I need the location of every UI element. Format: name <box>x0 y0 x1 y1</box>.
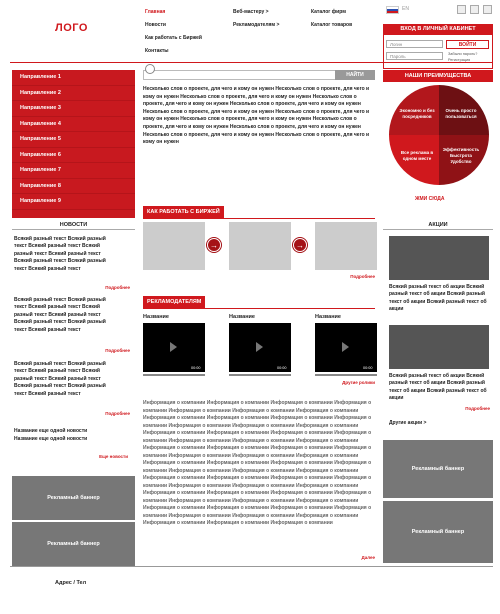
video-time: 00:00 <box>277 366 287 370</box>
videos-more-link[interactable]: Другие ролики <box>342 380 375 385</box>
advantage-q2: Очень просто пользоваться <box>439 85 489 135</box>
nav-catalog-firms[interactable]: Каталог фирм <box>311 9 346 15</box>
register-link[interactable]: Регистрация <box>448 58 471 62</box>
menu-item[interactable]: Направление 8 <box>12 179 135 195</box>
news-item-text: Всякий разный текст Всякий разный текст Всякий разный текст Всякий разный текст Всякий разный текст Всякий разный текст Всякий разный текст Всякий разный текст <box>14 236 106 272</box>
footer-contacts: Адрес / Тел <box>55 580 87 586</box>
menu-item[interactable]: Направление 5 <box>12 132 135 148</box>
news-all-link[interactable]: Еще новости <box>99 454 128 459</box>
play-icon[interactable] <box>342 342 349 352</box>
video-progress[interactable] <box>315 374 377 376</box>
mail-icon[interactable] <box>470 5 479 14</box>
info-more-link[interactable]: Далее <box>361 555 375 560</box>
advantage-q3: Все реклама в одном месте <box>389 135 439 185</box>
video-time: 00:00 <box>191 366 201 370</box>
how-more-link[interactable]: Подробнее <box>350 274 375 279</box>
advantages-title: НАШИ ПРЕИМУЩЕСТВА <box>383 70 493 82</box>
nav-catalogs <box>311 6 352 32</box>
how-step-image <box>143 222 205 270</box>
menu-item[interactable]: Направление 4 <box>12 117 135 133</box>
advantage-q4: Эффективность Быстрота Удобство <box>439 135 489 185</box>
news-title-link[interactable]: Название еще одной новости <box>14 436 88 442</box>
promo-more-link[interactable]: Подробнее <box>465 406 490 411</box>
how-underline <box>143 218 375 219</box>
play-icon[interactable] <box>256 342 263 352</box>
how-title: КАК РАБОТАТЬ С БИРЖЕЙ <box>143 206 224 218</box>
news-more-link[interactable]: Подробнее <box>105 348 130 353</box>
how-step-image <box>315 222 377 270</box>
menu-item[interactable]: Направление 1 <box>12 70 135 86</box>
advantages-pie <box>389 85 489 185</box>
news-title-link[interactable]: Название еще одной новости <box>14 428 88 434</box>
menu-item[interactable]: Направление 9 <box>12 194 135 210</box>
advantage-q1: Экономно и без посредников <box>389 85 439 135</box>
advertisers-underline <box>143 308 375 309</box>
company-info-text: Информация о компании Информация о компании Информация о компании Информация о компании Информация о компании Информация о компании Информация о компании Информация о компании Информация о компании Информация о компании Информация о компании Информация о компании Информация о компании Информация о компании Информация о компании Информация о компании Информация о компании Информация о компании Информация о компании Информация о компании Информация о компании Информация о компании Информация о компании Информация о компании Информация о компании Информация о компании Информация о компании Информация о компании Информация о компании Информация о компании Информация о компании Информация о компании Информация о компании Информация о компании Информация о компании Информация о компании Информация о компании Информация о компании Информация о компании Информация о компании Информация о компании Информация о компании Информация о компании Информация о компании Информация о компании Информация о компании Информация о компании Информация о компании Информация о компании Информация о компании Информация о компании Информация о компании Информация о компании Информация о компании Информация о компании Информация о компании Информация о компании Информация о компании Информация о компании <box>143 400 372 526</box>
menu-item[interactable]: Направление 6 <box>12 148 135 164</box>
flag-ru-icon[interactable] <box>386 6 399 14</box>
video-name: Название <box>143 314 169 320</box>
video-progress[interactable] <box>143 374 205 376</box>
video-progress[interactable] <box>229 374 291 376</box>
news-more-link[interactable]: Подробнее <box>105 285 130 290</box>
intro-text: Несколько слов о проекте, для чего и кому он нужен Несколько слов о проекте, для чего и кому он нужен Несколько слов о проекте, для чего и кому он нужен Несколько слов о проекте, для чего и кому он нужен Несколько слов о проекте, для чего и кому он нужен Несколько слов о проекте, для чего и кому он нужен Несколько слов о проекте, для чего и кому он нужен Несколько слов о проекте, для чего и кому он нужен Несколько слов о проекте, для чего и кому он нужен Несколько слов о проекте, для чего и кому он нужен Несколько слов о проекте, для чего и кому он нужен Несколько слов о проекте, для чего и кому он нужен <box>143 86 370 146</box>
nav-catalog-goods[interactable]: Каталог товаров <box>311 22 353 28</box>
advantages-link[interactable]: ЖМИ СЮДА <box>415 196 445 202</box>
promo-image[interactable] <box>389 325 489 369</box>
promo-image[interactable] <box>389 236 489 280</box>
directions-menu <box>12 70 135 218</box>
search-button[interactable]: НАЙТИ <box>335 70 375 80</box>
video-time: 00:00 <box>363 366 373 370</box>
video-player[interactable] <box>315 323 377 372</box>
news-title: НОВОСТИ <box>12 220 135 230</box>
menu-item[interactable]: Направление 7 <box>12 163 135 179</box>
arrow-right-icon[interactable]: → <box>207 238 221 252</box>
news-item-text: Всякий разный текст Всякий разный текст Всякий разный текст Всякий разный текст Всякий разный текст Всякий разный текст Всякий разный текст Всякий разный текст <box>14 297 106 333</box>
ad-banner[interactable]: Рекламный баннер <box>12 476 135 520</box>
sitemap-icon[interactable] <box>483 5 492 14</box>
play-icon[interactable] <box>170 342 177 352</box>
nav-advertisers[interactable]: Рекламодателям > <box>233 22 280 28</box>
video-player[interactable] <box>229 323 291 372</box>
nav-how[interactable]: Как работать с Биржей <box>145 35 202 41</box>
arrow-right-icon[interactable]: → <box>293 238 307 252</box>
nav-contacts[interactable]: Контакты <box>145 48 169 54</box>
promo-text: Всякий разный текст об акции Всякий разный текст об акции Всякий разный текст об акции Всякий разный текст об акции <box>389 284 487 313</box>
search-icon <box>145 64 155 74</box>
logo[interactable]: ЛОГО <box>55 22 88 34</box>
nav-main <box>145 6 202 58</box>
login-title: ВХОД В ЛИЧНЫЙ КАБИНЕТ <box>383 24 493 35</box>
news-item-text: Всякий разный текст Всякий разный текст Всякий разный текст Всякий разный текст Всякий разный текст Всякий разный текст Всякий разный текст Всякий разный текст <box>14 361 106 397</box>
video-player[interactable] <box>143 323 205 372</box>
menu-item[interactable]: Направление 3 <box>12 101 135 117</box>
ad-banner[interactable]: Рекламный баннер <box>383 501 493 563</box>
forgot-link[interactable]: Забыли пароль? <box>448 52 478 56</box>
promo-text: Всякий разный текст об акции Всякий разный текст об акции Всякий разный текст об акции Всякий разный текст об акции <box>389 373 487 402</box>
ad-banner[interactable]: Рекламный баннер <box>12 522 135 566</box>
login-button[interactable]: ВОЙТИ <box>446 40 489 49</box>
footer-divider <box>10 566 493 567</box>
ad-banner[interactable]: Рекламный баннер <box>383 440 493 498</box>
home-icon[interactable] <box>457 5 466 14</box>
other-promos-link[interactable]: Другие акции > <box>389 420 427 426</box>
how-step-image <box>229 222 291 270</box>
advertisers-title: РЕКЛАМОДАТЕЛЯМ <box>143 296 205 308</box>
nav-webmaster[interactable]: Веб-мастеру > <box>233 9 269 15</box>
header-divider <box>10 62 493 63</box>
password-field[interactable]: Пароль <box>386 52 443 60</box>
lang-en[interactable]: EN <box>402 6 409 12</box>
news-more-link[interactable]: Подробнее <box>105 411 130 416</box>
video-name: Название <box>315 314 341 320</box>
login-field[interactable]: Логин <box>386 40 443 48</box>
video-name: Название <box>229 314 255 320</box>
nav-home[interactable]: Главная <box>145 9 166 15</box>
menu-item[interactable]: Направление 2 <box>12 86 135 102</box>
nav-news[interactable]: Новости <box>145 22 166 28</box>
nav-roles <box>233 6 279 32</box>
promos-title: АКЦИИ <box>383 220 493 230</box>
